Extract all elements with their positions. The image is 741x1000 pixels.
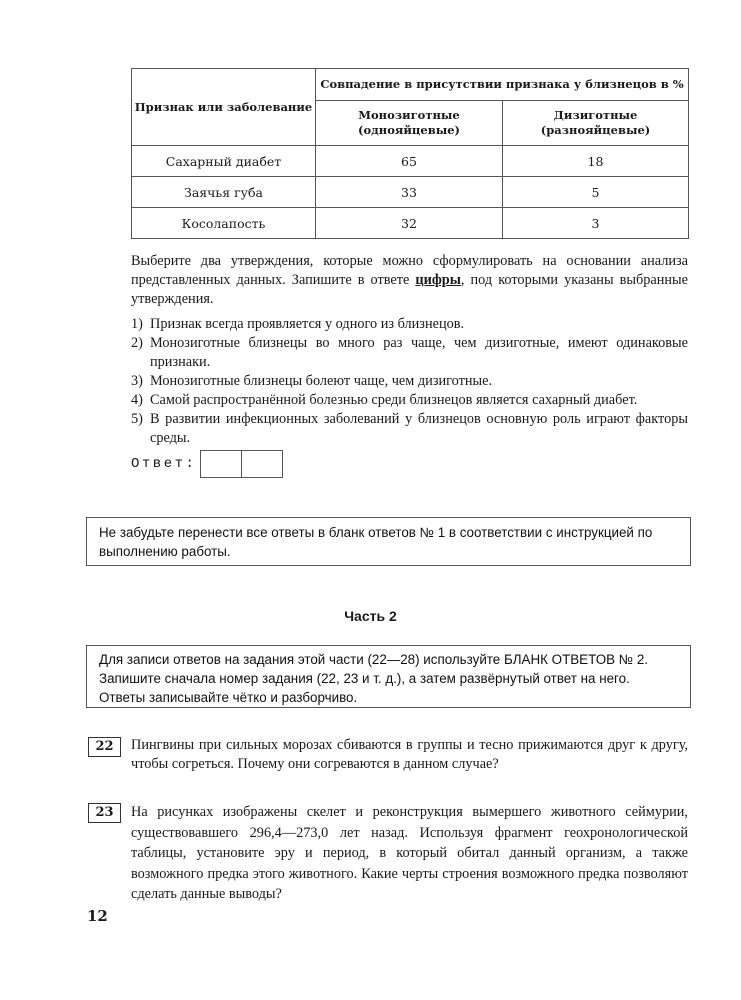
answer-cell-1[interactable] [201, 451, 241, 477]
cell-di: 5 [503, 177, 689, 208]
answer-row [131, 450, 283, 478]
option-item: 5) В развитии инфекционных заболеваний у близнецов основную роль играют факторы среды. [131, 411, 688, 446]
twins-data-table [131, 68, 689, 239]
answer-boxes [200, 450, 283, 478]
answer-options-list [131, 315, 688, 448]
cell-trait: Сахарный диабет [132, 146, 316, 177]
question-22-text: Пингвины при сильных морозах сбиваются в группы и тесно прижимаются друг к другу, чтобы согреться. Почему они согреваются в данном случае? [131, 737, 688, 772]
answer-cell-2[interactable] [241, 451, 282, 477]
col-header-mono: Монозиготные (однояйцевые) [316, 101, 503, 146]
cell-mono: 33 [316, 177, 503, 208]
option-item: 1) Признак всегда проявляется у одного из близнецов. [131, 316, 465, 332]
page-number: 12 [87, 907, 108, 925]
answer-label: Ответ: [131, 456, 197, 472]
question-23-text: На рисунках изображены скелет и реконструкция вымершего животного сеймурии, существовавшего 296,4—273,0 лет назад. Используя фрагмент геохронологической таблицы, установите эру и период, в который обитал данный организм, а также возможного предка этого животного. Какие черты строения возможного предка позволяют сделать данные выводы? [131, 804, 688, 902]
table-row [132, 177, 689, 208]
cell-trait: Заячья губа [132, 177, 316, 208]
table-row [132, 208, 689, 239]
cell-di: 18 [503, 146, 689, 177]
group-header-concordance: Совпадение в присутствии признака у близнецов в % [316, 69, 689, 101]
cell-trait: Косолапость [132, 208, 316, 239]
cell-di: 3 [503, 208, 689, 239]
option-item: 4) Самой распространённой болезнью среди близнецов является сахарный диабет. [131, 392, 638, 408]
emphasis-digits: цифры [415, 272, 461, 288]
transfer-answers-notice: Не забудьте перенести все ответы в бланк ответов № 1 в соответствии с инструкцией по выполнению работы. [86, 517, 691, 566]
part-2-title: Часть 2 [344, 608, 397, 624]
part-2-instructions: Для записи ответов на задания этой части (22—28) используйте БЛАНК ОТВЕТОВ № 2. Запишите сначала номер задания (22, 23 и т. д.), а затем развёрнутый ответ на него. Ответы записывайте чётко и разборчиво. [86, 645, 691, 708]
cell-mono: 32 [316, 208, 503, 239]
task-instructions: Выберите два утверждения, которые можно сформулировать на основании анализа представленных данных. Запишите в ответе цифры, под которыми указаны выбранные утверждения. [131, 253, 688, 307]
table-row [132, 146, 689, 177]
option-item: 2) Монозиготные близнецы во много раз чаще, чем дизиготные, имеют одинаковые признаки. [131, 335, 688, 370]
option-item: 3) Монозиготные близнецы болеют чаще, чем дизиготные. [131, 373, 493, 389]
question-number-22: 22 [88, 737, 121, 757]
col-header-trait: Признак или заболевание [132, 69, 316, 146]
question-number-23: 23 [88, 803, 121, 823]
col-header-di: Дизиготные (разнояйцевые) [503, 101, 689, 146]
cell-mono: 65 [316, 146, 503, 177]
